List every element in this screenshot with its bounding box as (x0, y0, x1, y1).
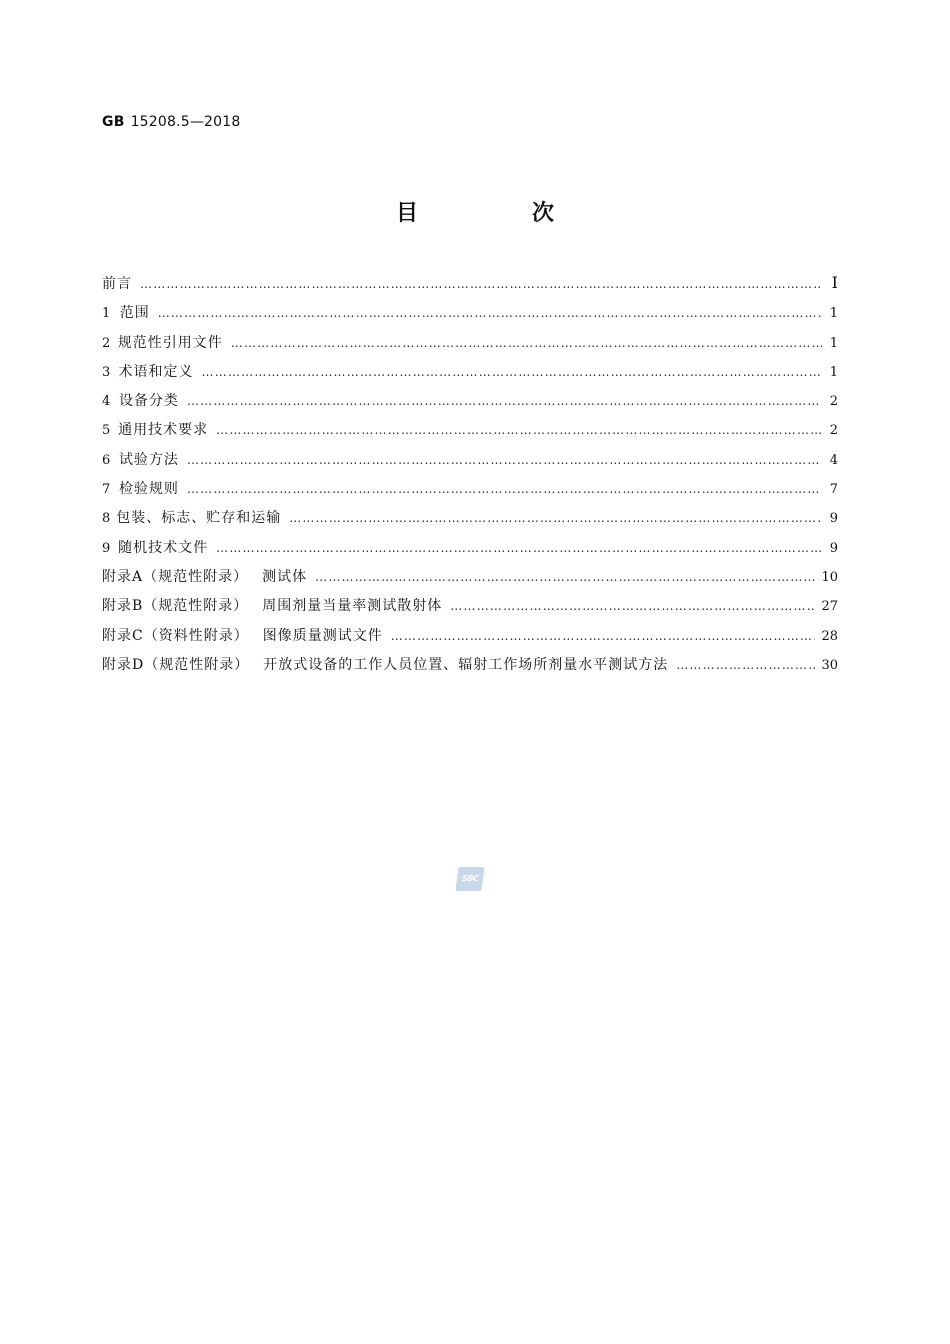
toc-entry[interactable] (102, 507, 838, 536)
toc-entry-label (102, 625, 383, 645)
toc-entry-title: 随机技术文件 (118, 539, 209, 556)
toc-entry-label (118, 419, 208, 439)
toc-entry-title: 附录D（规范性附录） (102, 656, 250, 673)
toc-entry-page: 1 (829, 335, 838, 351)
toc-entry-page: 2 (829, 394, 838, 410)
toc-entry-number: 3 (102, 364, 111, 380)
toc-entry-title: 前言 (102, 276, 132, 292)
toc-entry-page: 1 (829, 364, 838, 380)
sbc-logo-icon (455, 867, 484, 891)
toc-entry-number: 2 (102, 335, 111, 351)
toc-entry-title: 通用技术要求 (118, 422, 209, 439)
toc-entry-title: 附录B（规范性附录） (102, 598, 249, 615)
toc-entry-label (102, 566, 307, 586)
toc-entry-number: 5 (102, 423, 111, 439)
toc-leader-dots (202, 365, 822, 379)
toc-entry-page: 4 (829, 452, 838, 468)
toc-leader-dots (187, 394, 822, 408)
toc-entry-title: 范围 (119, 305, 150, 322)
toc-entry-page: 7 (829, 482, 838, 498)
toc-entry-title: 检验规则 (118, 481, 179, 498)
toc-entry-subtitle: 图像质量测试文件 (262, 627, 383, 644)
toc-entry-title: 附录C（资料性附录） (102, 627, 249, 644)
toc-entry-page: Ⅰ (831, 273, 838, 292)
toc-entry-number: 8 (102, 511, 111, 527)
toc-entry[interactable] (102, 332, 838, 361)
toc-leader-dots (158, 306, 822, 320)
toc-entry-page: 10 (821, 569, 838, 585)
toc-entry-number: 1 (102, 306, 111, 322)
standard-number: 15208.5—2018 (130, 114, 241, 130)
toc-entry-page: 30 (821, 657, 838, 673)
toc-entry[interactable] (102, 537, 838, 566)
toc-entry-label (102, 595, 442, 615)
toc-entry-title: 术语和定义 (118, 363, 194, 380)
toc-entry[interactable] (102, 302, 838, 331)
toc-entry-label (120, 302, 150, 322)
toc-entry-label (119, 478, 179, 498)
toc-leader-dots (391, 629, 816, 643)
toc-entry-label (102, 273, 132, 293)
toc-entry-page: 9 (829, 511, 838, 527)
table-of-contents (102, 273, 838, 683)
toc-entry[interactable] (102, 361, 838, 390)
toc-title: 目 次 (395, 201, 600, 226)
toc-entry[interactable] (102, 595, 838, 624)
toc-entry-page: 9 (829, 540, 838, 556)
toc-entry-label (119, 449, 179, 469)
toc-entry[interactable] (102, 419, 838, 448)
toc-entry[interactable] (102, 478, 838, 507)
toc-entry-title: 规范性引用文件 (117, 334, 223, 351)
toc-leader-dots (676, 658, 815, 672)
toc-entry-label (116, 507, 281, 527)
toc-entry-title: 试验方法 (118, 451, 179, 468)
toc-entry-title: 包装、标志、贮存和运输 (116, 510, 282, 527)
toc-leader-dots (187, 482, 822, 496)
toc-entry-title: 附录A（规范性附录） (102, 568, 249, 585)
toc-leader-dots (216, 423, 822, 437)
standard-code (102, 114, 241, 130)
toc-entry[interactable] (102, 449, 838, 478)
watermark-text: SBC (461, 874, 479, 883)
toc-leader-dots (216, 541, 822, 555)
toc-entry-label (119, 361, 194, 381)
toc-entry-number: 9 (102, 540, 111, 556)
standard-prefix: GB (102, 114, 125, 130)
toc-leader-dots (140, 277, 822, 291)
toc-entry-page: 1 (829, 306, 838, 322)
toc-entry-number: 7 (102, 482, 111, 498)
toc-entry[interactable] (102, 390, 838, 419)
toc-entry-title: 设备分类 (118, 393, 179, 410)
toc-leader-dots (450, 599, 815, 613)
toc-entry[interactable] (102, 273, 838, 302)
toc-leader-dots (315, 570, 815, 584)
toc-leader-dots (289, 511, 822, 525)
toc-entry-subtitle: 周围剂量当量率测试散射体 (262, 598, 443, 615)
toc-entry-number: 4 (102, 394, 111, 410)
toc-leader-dots (231, 336, 822, 350)
toc-entry[interactable] (102, 566, 838, 595)
toc-entry-subtitle: 测试体 (262, 568, 308, 585)
toc-entry[interactable] (102, 625, 838, 654)
toc-entry-number: 6 (102, 452, 111, 468)
toc-entry-page: 28 (821, 628, 838, 644)
toc-entry-subtitle: 开放式设备的工作人员位置、辐射工作场所剂量水平测试方法 (263, 656, 669, 673)
toc-entry-label (118, 332, 223, 352)
toc-entry-label (119, 390, 179, 410)
toc-entry-label (118, 537, 208, 557)
toc-entry-page: 2 (829, 423, 838, 439)
toc-entry-page: 27 (821, 599, 838, 615)
toc-leader-dots (187, 453, 822, 467)
toc-entry-label (102, 654, 668, 674)
toc-entry[interactable] (102, 654, 838, 683)
